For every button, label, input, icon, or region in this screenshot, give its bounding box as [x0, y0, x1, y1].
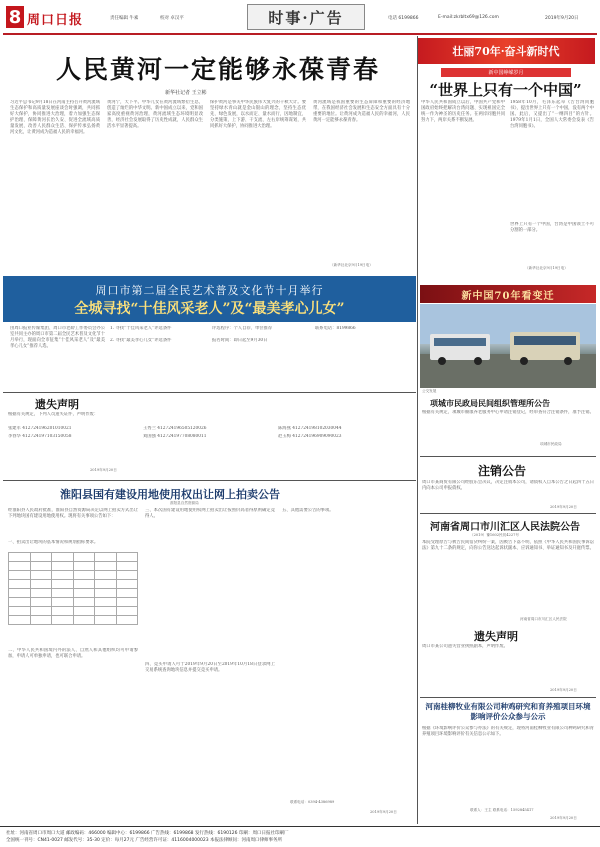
list-item: 陈海燕 412724198102030044: [278, 426, 342, 431]
cancel-notice-signature: 2019年9月20日: [550, 505, 577, 509]
list-item: 刘国强 412724197708080011: [143, 434, 207, 439]
culture-item-4: 报名时间：即日起至9月30日: [212, 338, 268, 343]
env-notice-contact: 联系人：王主 联系电话：1592845417: [470, 808, 534, 812]
divider-rule: [3, 392, 416, 393]
culture-banner: [3, 276, 416, 322]
bus-scene-illustration: [420, 304, 596, 388]
culture-item-1: 1. 寻找“十佳风采老人”评选条件: [110, 326, 172, 331]
auction-paragraph-2: 一、拍卖出让地块的基本情况和规划指标要求。: [8, 540, 99, 545]
lead-headline: 人民黄河一定能够永葆青春: [56, 55, 381, 84]
anniversary-banner: 壮丽70年·奋斗新时代: [417, 38, 595, 64]
civil-affairs-signature: 项城市民政局: [540, 442, 562, 446]
civil-affairs-text: 根据有关规定，项城市颐康养老服务中心申请注销登记，经审查符合注销条件，准予注销。: [422, 410, 594, 415]
culture-intro: 由周口报业传媒集团、周口市老龄工作委员会办公室共同主办的周口市第二届全民艺术普及文化节十月举行，现面向全市征集“十佳风采老人”及“最美孝心儿女”推荐人选。: [10, 326, 105, 349]
auction-paragraph-1: 经淮阳县人民政府批准，淮阳县自然资源局决定以网上拍卖方式出让下列地块国有建设用地使用权。现将有关事项公告如下：: [8, 508, 138, 519]
auction-grid: [8, 552, 138, 625]
footer: [0, 826, 600, 847]
loss-notice-right-signature: 2019年9月20日: [550, 688, 577, 692]
divider-rule: [420, 456, 596, 457]
loss-notice-title: 遗失声明: [35, 398, 79, 411]
right-headline: “世界上只有一个中国”: [429, 81, 582, 99]
lead-source-note: （新华社北京9月19日电）: [330, 263, 373, 267]
court-notice-text: 本院受理原告与被告民间借贷纠纷一案，因被告下落不明，依照《中华人民共和国民事诉讼法》第九十二条的规定，向你公告送达起诉状副本、应诉通知书、举证通知书及开庭传票。: [422, 540, 594, 551]
loss-notice-right-title: 遗失声明: [474, 630, 518, 643]
cancel-notice-title: 注销公告: [478, 464, 527, 478]
court-case-number: （2019）豫1602民初4227号: [470, 533, 519, 537]
divider-rule: [420, 513, 596, 514]
auction-paragraph-4: 三、本次国有建设用地使用权网上拍卖出让按照价高者得原则确定竞得人。: [145, 508, 275, 519]
right-paragraph-2: 1958年10月，毛泽东起草《告台湾同胞书》，提出世界上只有一个中国，没有两个中国。此后，又提出了“一纲四目”的方针。1979年1月1日，全国人大常委会发表《告台湾同胞书》。: [510, 100, 594, 129]
auction-paragraph-6: 五、其他需要公告的事项。: [282, 508, 334, 513]
names-list: [8, 426, 413, 476]
culture-banner-line2: 全城寻找“十佳风采老人”及“最美孝心儿女”: [74, 301, 345, 317]
series-subtitle: 新中国峥嵘岁月: [441, 68, 571, 77]
culture-item-3: 评选程序：个人自荐、单位推荐: [212, 326, 273, 331]
divider-rule: [420, 697, 596, 698]
list-item: 张建军 412724196201010021: [8, 426, 72, 431]
auction-signature: 2019年9月20日: [370, 810, 397, 814]
editor-credit: 责任编辑 牛素: [110, 16, 139, 21]
page-number: 8: [6, 6, 24, 28]
header-rule: [3, 33, 597, 35]
column-divider: [417, 36, 418, 824]
proof-credit: 校对 卓汉平: [160, 16, 184, 21]
right-source-note: （新华社北京9月19日电）: [525, 266, 568, 270]
lead-paragraph-4: 黄河流域是我国重要的生态屏障和重要的经济地带，在我国经济社会发展和生态安全方面具有十分重要的地位。让黄河成为造福人民的幸福河，人民黄河一定能够永葆青春。: [313, 100, 410, 123]
loss-notice-text: 根据有关规定，下列人员遗失证件，声明作废：: [8, 412, 99, 417]
bus-photo: [420, 304, 596, 388]
auction-title: 淮阳县国有建设用地使用权出让网上拍卖公告: [60, 488, 280, 501]
footer-line2: 全国统一刊号：CN41-0027 邮发代号：35-30 定价：每月27元 广告经营许可证：4116004000023 本报法律顾问：河南周口律师事务所: [6, 838, 283, 843]
lead-paragraph-2: 黄河宁，天下平。中华儿女在黄河流域繁衍生息，创造了灿烂的中华文明。新中国成立以来，党和国家高度重视黄河治理，黄河流域生态环境明显改善，经济社会发展取得了历史性成就，人民群众生活水平显著提高。: [107, 100, 203, 129]
phone-line: 电话 6199866: [388, 16, 419, 21]
issue-date: 2019年9月20日: [545, 16, 579, 21]
cancel-notice-text: 周口市某商贸有限公司经股东会决议，决定注销本公司，请债权人自本公告之日起四十五日内向本公司申报债权。: [422, 480, 594, 491]
court-notice-signature: 河南省周口市川汇区人民法院: [520, 617, 567, 621]
lead-paragraph-3: 保护黄河是事关中华民族伟大复兴的千秋大计。要坚持绿水青山就是金山银山的理念，坚持生态优先、绿色发展，以水而定、量水而行，因地制宜、分类施策，上下游、干支流、左右岸统筹谋划，共同抓好大保护，协同推进大治理。: [210, 100, 306, 129]
auction-subtitle: 淮阳县自然资源局: [170, 501, 199, 505]
newspaper-logo: 周口日报: [27, 13, 84, 28]
culture-contact: 联系电话：8199866: [315, 326, 356, 331]
list-item: 李春华 412724197103150058: [8, 434, 72, 439]
auction-paragraph-5: 四、竞买申请人可于2019年9月20日至2019年10月18日登录网上交易系统查询地块信息并提交竞买申请。: [145, 662, 275, 673]
auction-paragraph-3: 二、中华人民共和国境内外的法人、自然人和其他组织均可申请参加，申请人可单独申请，也可联合申请。: [8, 648, 138, 659]
auction-contact: 联系电话：0394-4386989: [290, 800, 335, 804]
photo-banner: 新中国70年看变迁: [420, 285, 596, 303]
section-title: 时事·广告: [247, 4, 365, 30]
auction-table: [8, 552, 138, 642]
list-item: 赵玉梅 412724196909090023: [278, 434, 342, 439]
civil-affairs-title: 项城市民政局民间组织管理所公告: [430, 398, 550, 408]
photo-caption: 公交发展: [422, 389, 437, 393]
divider-rule: [3, 480, 416, 481]
list-item: 王秀兰 412724196505120026: [143, 426, 207, 431]
lead-byline: 新华社记者 王立彬: [165, 90, 207, 96]
loss-notice-right-text: 周口市某公司遗失营业执照副本，声明作废。: [422, 644, 508, 649]
lead-paragraph-1: 习近平总书记9月18日在河南主持召开黄河流域生态保护和高质量发展座谈会时强调，共同抓好大保护，协同推进大治理，着力加强生态保护治理、保障黄河长治久安、促进全流域高质量发展、改善人民群众生活、保护传承弘扬黄河文化，让黄河成为造福人民的幸福河。: [10, 100, 100, 135]
email-line: E-mail:zkrbltx69@126.com: [438, 15, 499, 20]
right-paragraph-3: 世界上只有一个中国，台湾是中国领土不可分割的一部分。: [510, 222, 594, 233]
loss-notice-signature: 2019年9月20日: [90, 468, 117, 472]
culture-banner-line1: 周口市第二届全民艺术普及文化节十月举行: [95, 284, 324, 297]
env-notice-text: 根据《环境影响评价公众参与办法》的有关规定，现将河南桂柳牧业有限公司种鸡研究和育养殖项目环境影响评价有关信息公示如下。: [422, 726, 594, 737]
env-notice-signature: 2019年9月20日: [550, 816, 577, 820]
court-notice-title: 河南省周口市川汇区人民法院公告: [430, 522, 580, 533]
env-notice-title: 河南桂柳牧业有限公司种鸡研究和育养殖项目环境影响评价公众参与公示: [425, 702, 591, 721]
culture-item-2: 2. 寻找“最美孝心儿女”评选条件: [110, 338, 172, 343]
footer-line1: 社址：河南省周口市周口大道 邮政编码：466000 编辑中心：6199866 广告热线：6199868 发行热线：6190126 印刷：周口日报社印刷厂: [6, 831, 289, 836]
right-paragraph-1: 中华人民共和国成立以后，中国共产党和中国政府始终把解决台湾问题、实现祖国完全统一作为神圣的历史任务。在两岸同胞共同努力下，两岸关系不断发展。: [421, 100, 505, 123]
